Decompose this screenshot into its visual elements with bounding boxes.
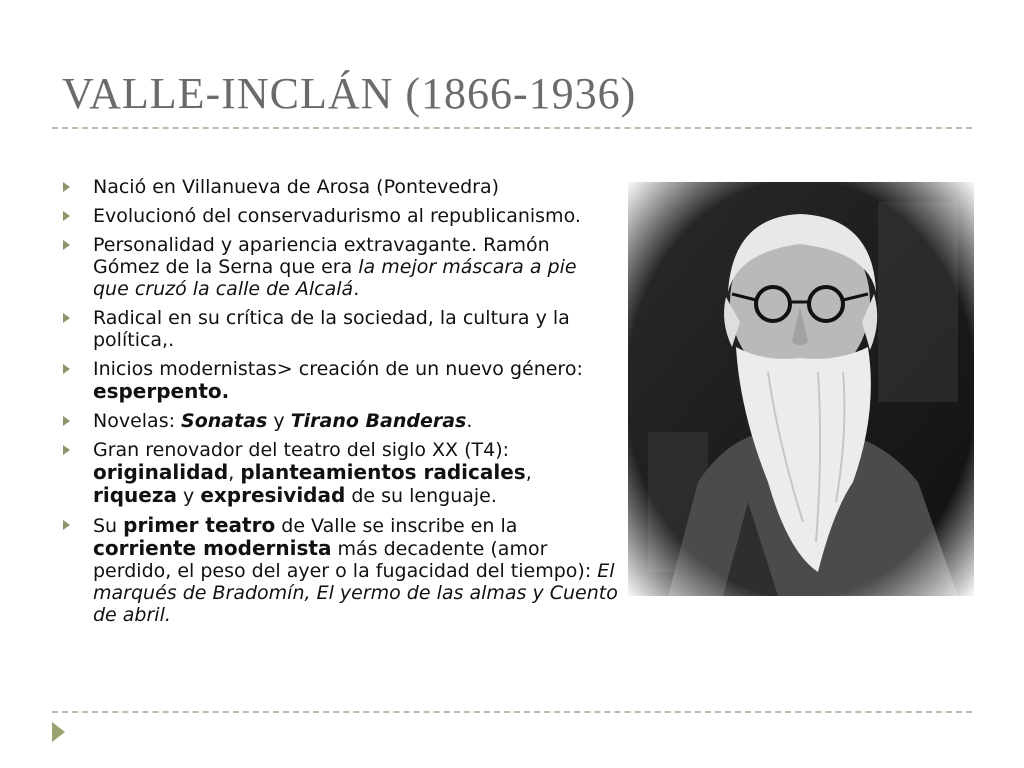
work-title: Tirano Banderas [290, 410, 467, 432]
bullet-item-birthplace [62, 176, 618, 198]
bullet-text: . [353, 278, 360, 300]
title-divider [52, 127, 972, 129]
bullet-text: Evolucionó del conservadurismo al republicanismo. [93, 205, 581, 227]
bullet-item-first-theatre [62, 514, 618, 626]
emphasis-text: riqueza [93, 483, 177, 507]
triangle-right-icon [63, 416, 70, 426]
bullet-text: más decadente (amor perdido, el peso del ayer o la fugacidad del tiempo): [93, 538, 598, 582]
emphasis-text: primer teatro [123, 513, 276, 537]
bullet-text: , [228, 462, 241, 484]
emphasis-text: originalidad [93, 460, 229, 484]
quote-text: la mejor máscara a pie que cruzó la calle de Alcalá [93, 256, 577, 300]
emphasis-text: esperpento. [93, 379, 230, 403]
bullet-text: Nació en Villanueva de Arosa (Pontevedra) [93, 176, 500, 198]
bullet-text: de Valle se inscribe en la [275, 515, 518, 537]
triangle-right-icon [63, 182, 70, 192]
work-titles: El marqués de Bradomín, El yermo de las almas y Cuento de abril. [93, 560, 618, 626]
triangle-right-icon [63, 211, 70, 221]
bullet-text: Su [93, 515, 124, 537]
bullet-text: y [176, 485, 201, 507]
triangle-right-icon [63, 445, 70, 455]
footer-divider [52, 711, 972, 713]
bullet-list [62, 176, 618, 633]
triangle-right-icon [52, 722, 65, 742]
triangle-right-icon [63, 364, 70, 374]
bullet-item-personality [62, 234, 618, 300]
slide-title: VALLE-INCLÁN (1866-1936) [62, 69, 637, 118]
bullet-text: Gran renovador del teatro del siglo XX (T4): [93, 439, 510, 461]
bullet-item-theatre-renewal [62, 439, 618, 507]
bullet-text: Personalidad y apariencia extravagante. Ramón Gómez de la Serna que era [93, 234, 550, 278]
bullet-text: de su lenguaje. [345, 485, 497, 507]
bullet-item-modernism [62, 358, 618, 403]
emphasis-text: planteamientos radicales [240, 460, 526, 484]
bullet-item-novels [62, 410, 618, 432]
bullet-text: Inicios modernistas> creación de un nuevo género: [93, 358, 583, 380]
bullet-text: Radical en su crítica de la sociedad, la cultura y la política,. [93, 307, 570, 351]
emphasis-text: corriente modernista [93, 536, 332, 560]
bullet-text: , [525, 462, 532, 484]
bullet-text: y [267, 410, 291, 432]
work-title: Sonatas [181, 410, 268, 432]
bullet-text: . [466, 410, 473, 432]
bullet-item-radical [62, 307, 618, 351]
bullet-text: Novelas: [93, 410, 182, 432]
triangle-right-icon [63, 313, 70, 323]
triangle-right-icon [63, 520, 70, 530]
triangle-right-icon [63, 240, 70, 250]
bullet-item-evolution [62, 205, 618, 227]
author-portrait [628, 182, 974, 596]
portrait-image [628, 182, 974, 596]
emphasis-text: expresividad [200, 483, 346, 507]
